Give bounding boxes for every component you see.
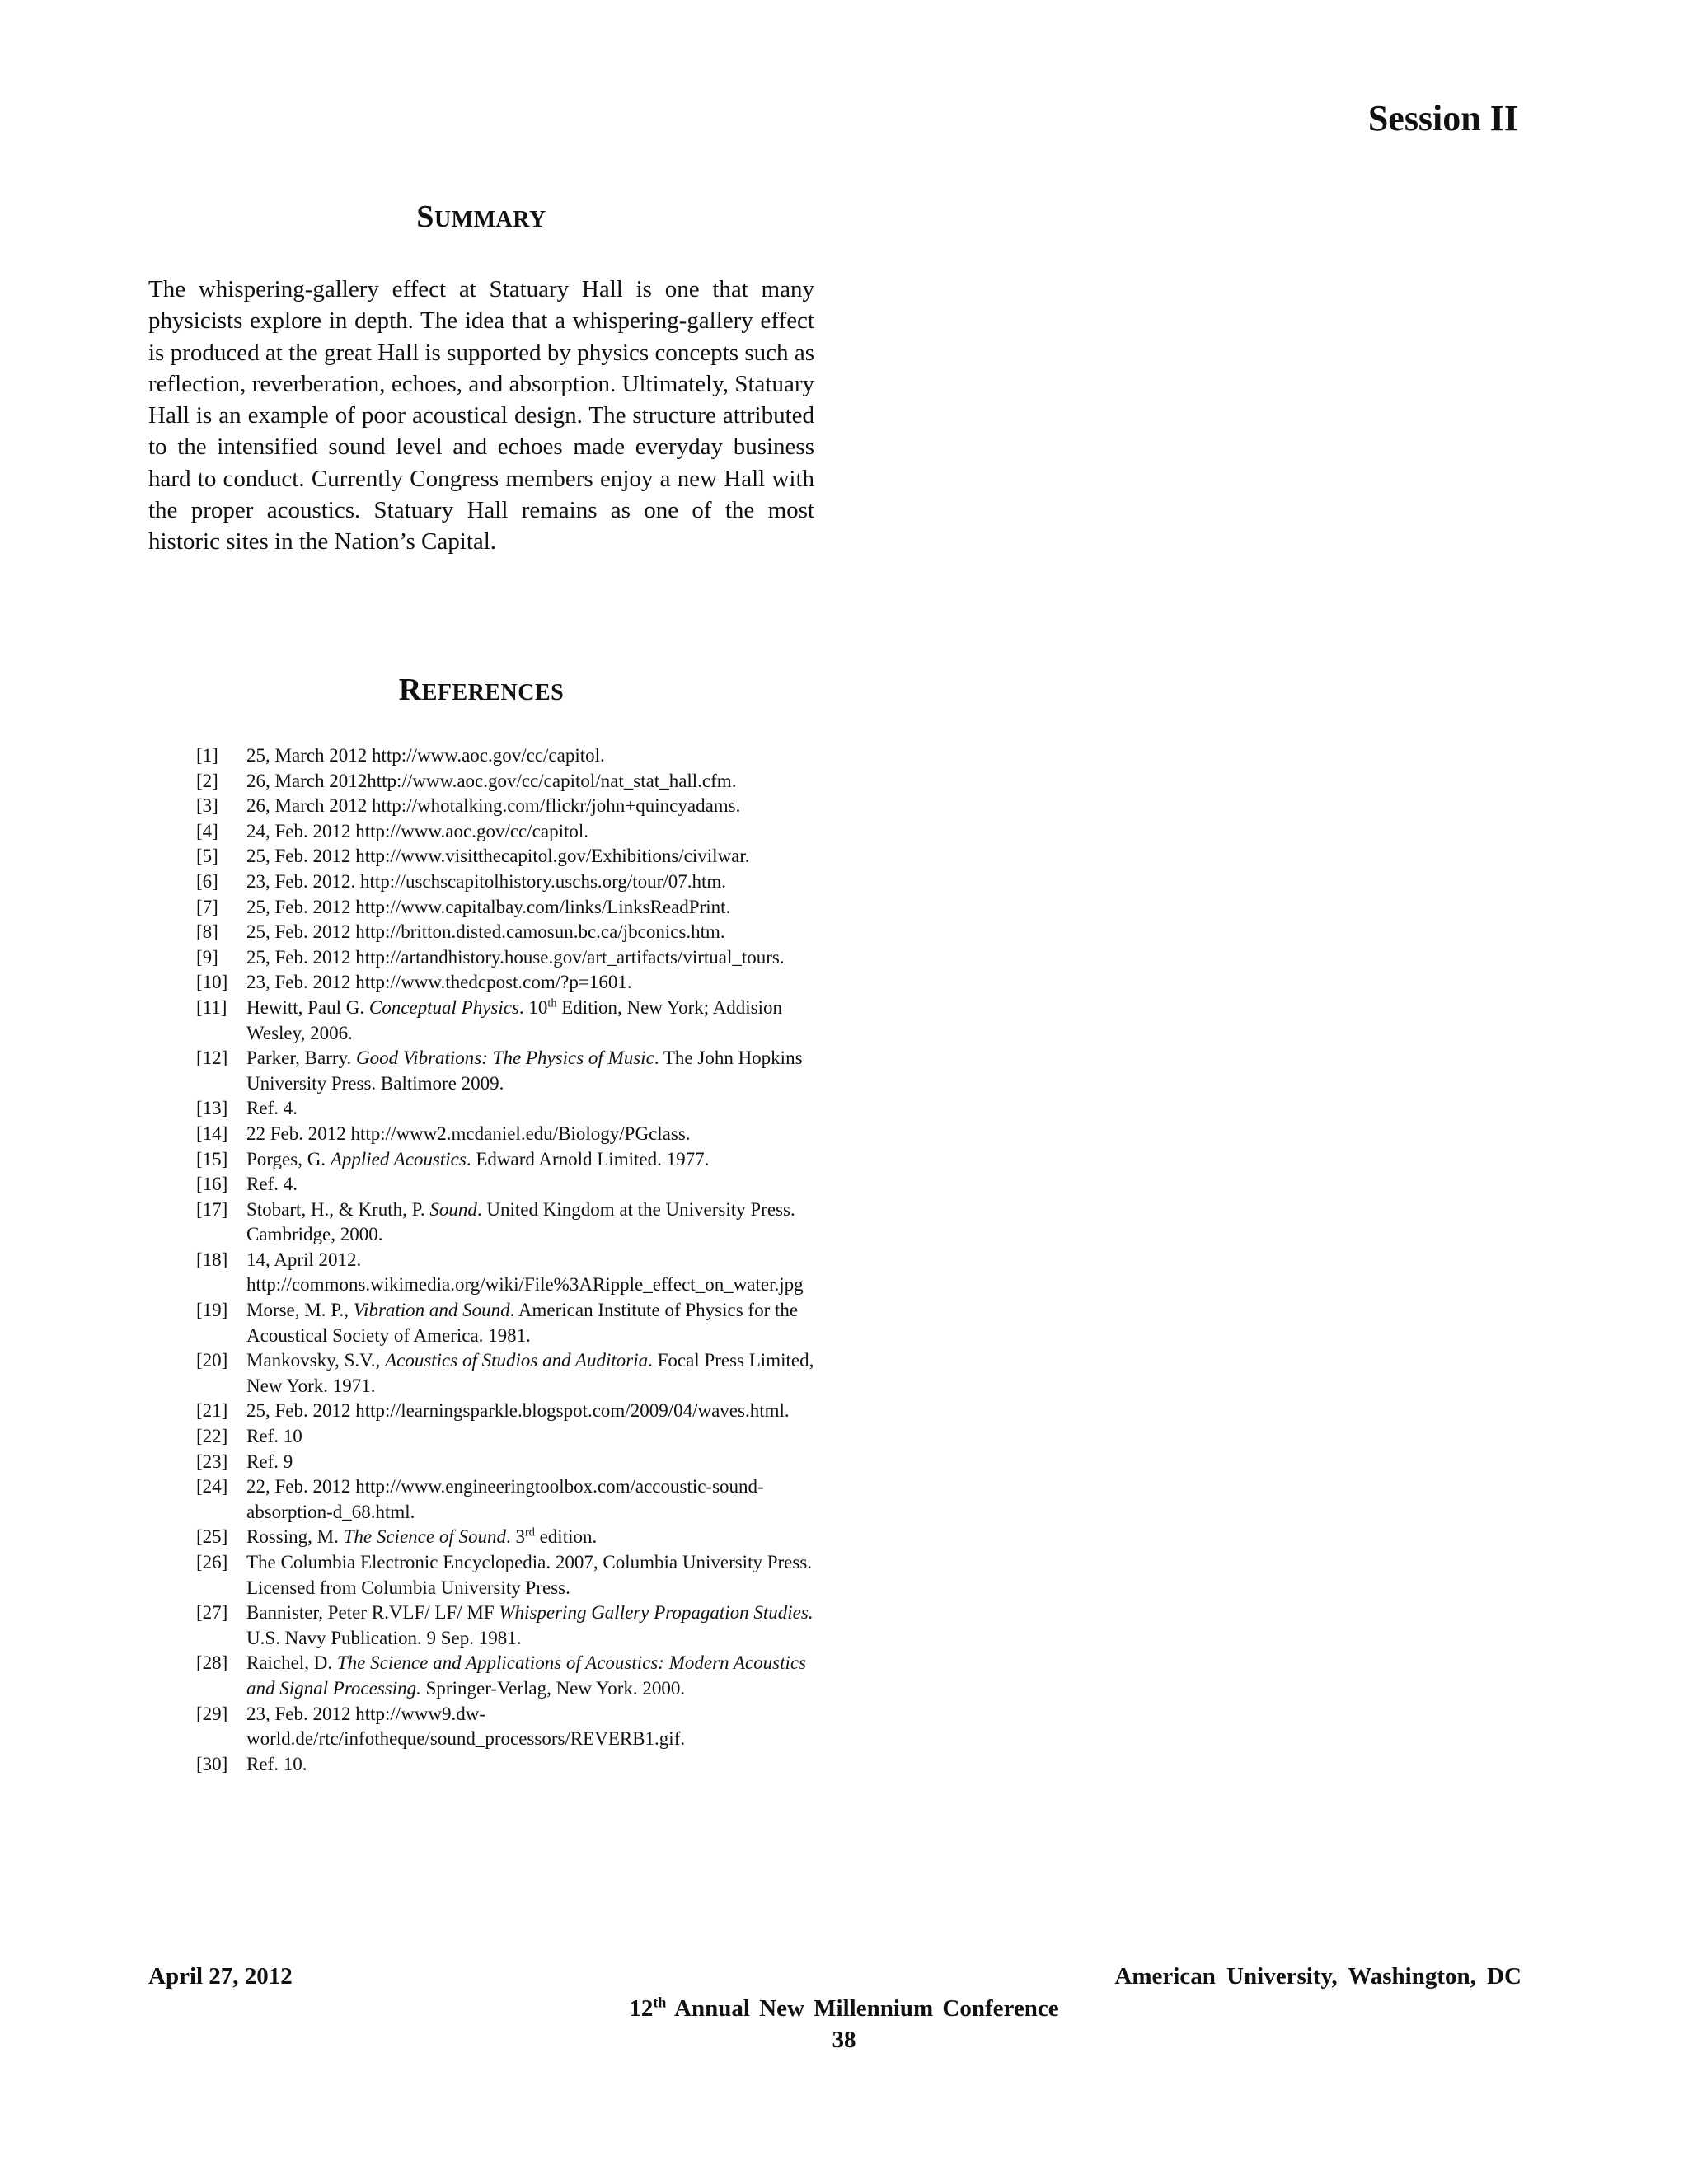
reference-item	[196, 1096, 816, 1122]
reference-number: [8]	[196, 921, 218, 943]
reference-item	[196, 1702, 816, 1752]
reference-item	[196, 1348, 816, 1399]
reference-number: [1]	[196, 745, 218, 766]
reference-number: [28]	[196, 1652, 228, 1674]
footer-venue: American University, Washington, DC	[1114, 1963, 1522, 1990]
reference-text: 26, March 2012http://www.aoc.gov/cc/capitol/nat_stat_hall.cfm.	[246, 770, 737, 791]
reference-text: Ref. 4.	[246, 1098, 298, 1119]
reference-text: 25, Feb. 2012 http://britton.disted.camosun.bc.ca/jbconics.htm.	[246, 921, 725, 943]
reference-item	[196, 1424, 816, 1450]
reference-item	[196, 1046, 816, 1096]
reference-item	[196, 996, 816, 1046]
reference-item	[196, 743, 816, 769]
reference-item	[196, 970, 816, 996]
reference-item	[196, 819, 816, 845]
reference-item	[196, 1248, 816, 1298]
reference-number: [6]	[196, 870, 218, 892]
reference-item	[196, 1550, 816, 1601]
reference-text: 25, Feb. 2012 http://artandhistory.house.gov/art_artifacts/virtual_tours.	[246, 946, 785, 968]
page-number: 38	[832, 2027, 856, 2053]
reference-text: The Columbia Electronic Encyclopedia. 2007, Columbia University Press. Licensed from Columbia University Press.	[246, 1552, 813, 1598]
reference-number: [22]	[196, 1426, 228, 1447]
reference-item	[196, 1399, 816, 1424]
reference-number: [4]	[196, 820, 218, 841]
reference-number: [14]	[196, 1122, 228, 1144]
reference-number: [29]	[196, 1703, 228, 1724]
reference-number: [9]	[196, 946, 218, 968]
summary-heading: SUMMARY	[416, 199, 546, 234]
reference-number: [23]	[196, 1451, 228, 1472]
reference-text: 26, March 2012 http://whotalking.com/flickr/john+quincyadams.	[246, 795, 741, 817]
reference-number: [18]	[196, 1249, 228, 1270]
session-label: Session II	[1367, 98, 1518, 138]
reference-item	[196, 1474, 816, 1525]
reference-text: Morse, M. P., Vibration and Sound. American Institute of Physics for the Acoustical Society of America. 1981.	[246, 1300, 799, 1346]
reference-text: 23, Feb. 2012. http://uschscapitolhistory.uschs.org/tour/07.htm.	[246, 870, 727, 892]
reference-item	[196, 1525, 816, 1550]
reference-text: 25, Feb. 2012 http://www.visitthecapitol.gov/Exhibitions/civilwar.	[246, 846, 750, 867]
reference-text: Rossing, M. The Science of Sound. 3rd edition.	[246, 1526, 598, 1548]
reference-number: [13]	[196, 1098, 228, 1119]
reference-text: 23, Feb. 2012 http://www.thedcpost.com/?p=1601.	[246, 972, 632, 993]
reference-item	[196, 1122, 816, 1147]
reference-number: [25]	[196, 1526, 228, 1548]
reference-item	[196, 769, 816, 794]
reference-text: 25, Feb. 2012 http://www.capitalbay.com/links/LinksReadPrint.	[246, 896, 731, 917]
reference-number: [12]	[196, 1047, 228, 1069]
reference-item	[196, 1752, 816, 1778]
reference-number: [3]	[196, 795, 218, 817]
reference-number: [7]	[196, 896, 218, 917]
reference-item	[196, 869, 816, 895]
reference-item	[196, 794, 816, 819]
reference-text: Porges, G. Applied Acoustics. Edward Arnold Limited. 1977.	[246, 1148, 710, 1169]
reference-item	[196, 1298, 816, 1348]
reference-item	[196, 844, 816, 869]
reference-number: [19]	[196, 1300, 228, 1321]
reference-item	[196, 1197, 816, 1248]
reference-number: [2]	[196, 770, 218, 791]
reference-number: [17]	[196, 1198, 228, 1220]
reference-text: 25, March 2012 http://www.aoc.gov/cc/capitol.	[246, 745, 605, 766]
reference-item	[196, 895, 816, 921]
reference-text: Mankovsky, S.V., Acoustics of Studios and Auditoria. Focal Press Limited, New York. 1971.	[246, 1350, 814, 1396]
footer-conference: 12th Annual New Millennium Conference	[629, 1994, 1059, 2022]
reference-number: [27]	[196, 1602, 228, 1624]
reference-item	[196, 920, 816, 945]
reference-item	[196, 1601, 816, 1651]
summary-text: The whispering-gallery effect at Statuary Hall is one that many physicists explore in depth. The idea that a whispering-gallery effect is produced at the great Hall is supported by physics concepts such as reflection, reverberation, echoes, and absorption. Ultimately, Statuary Hall is an example of poor acoustical design. The structure attributed to the intensified sound level and echoes made everyday business hard to conduct. Currently Congress members enjoy a new Hall with the proper acoustics. Statuary Hall remains as one of the most historic sites in the Nation’s Capital.	[148, 276, 814, 555]
reference-number: [16]	[196, 1174, 228, 1195]
reference-number: [5]	[196, 846, 218, 867]
reference-text: Parker, Barry. Good Vibrations: The Physics of Music. The John Hopkins University Press. Baltimore 2009.	[246, 1047, 803, 1094]
reference-item	[196, 1172, 816, 1197]
reference-number: [20]	[196, 1350, 228, 1371]
reference-text: Ref. 9	[246, 1451, 293, 1472]
reference-item	[196, 945, 816, 971]
reference-text: 24, Feb. 2012 http://www.aoc.gov/cc/capitol.	[246, 820, 588, 841]
reference-text: Ref. 10	[246, 1426, 302, 1447]
reference-number: [30]	[196, 1753, 228, 1774]
reference-text: Ref. 4.	[246, 1174, 298, 1195]
reference-text: 14, April 2012. http://commons.wikimedia.org/wiki/File%3ARipple_effect_on_water.jpg	[246, 1249, 804, 1296]
reference-text: Raichel, D. The Science and Applications of Acoustics: Modern Acoustics and Signal Processing. Springer-Verlag, New York. 2000.	[246, 1652, 807, 1699]
reference-number: [10]	[196, 972, 228, 993]
reference-text: 22, Feb. 2012 http://www.engineeringtoolbox.com/accoustic-sound-absorption-d_68.html.	[246, 1476, 764, 1522]
reference-item	[196, 1147, 816, 1173]
reference-text: 25, Feb. 2012 http://learningsparkle.blogspot.com/2009/04/waves.html.	[246, 1400, 790, 1422]
reference-number: [11]	[196, 996, 227, 1018]
footer-date: April 27, 2012	[148, 1963, 293, 1990]
reference-text: 22 Feb. 2012 http://www2.mcdaniel.edu/Biology/PGclass.	[246, 1122, 691, 1144]
reference-item	[196, 1450, 816, 1475]
reference-list	[196, 743, 816, 1777]
reference-text: Bannister, Peter R.VLF/ LF/ MF Whispering Gallery Propagation Studies. U.S. Navy Publication. 9 Sep. 1981.	[246, 1602, 814, 1648]
reference-text: 23, Feb. 2012 http://www9.dw-world.de/rtc/infotheque/sound_processors/REVERB1.gif.	[246, 1703, 686, 1750]
reference-item	[196, 1651, 816, 1701]
reference-number: [15]	[196, 1148, 228, 1169]
reference-number: [21]	[196, 1400, 228, 1422]
reference-number: [26]	[196, 1552, 228, 1572]
reference-text: Stobart, H., & Kruth, P. Sound. United Kingdom at the University Press. Cambridge, 2000.	[246, 1198, 795, 1245]
reference-text: Hewitt, Paul G. Conceptual Physics. 10th Edition, New York; Addision Wesley, 2006.	[246, 996, 782, 1043]
references-heading: REFERENCES	[398, 673, 565, 707]
reference-number: [24]	[196, 1476, 228, 1497]
reference-text: Ref. 10.	[246, 1753, 307, 1774]
